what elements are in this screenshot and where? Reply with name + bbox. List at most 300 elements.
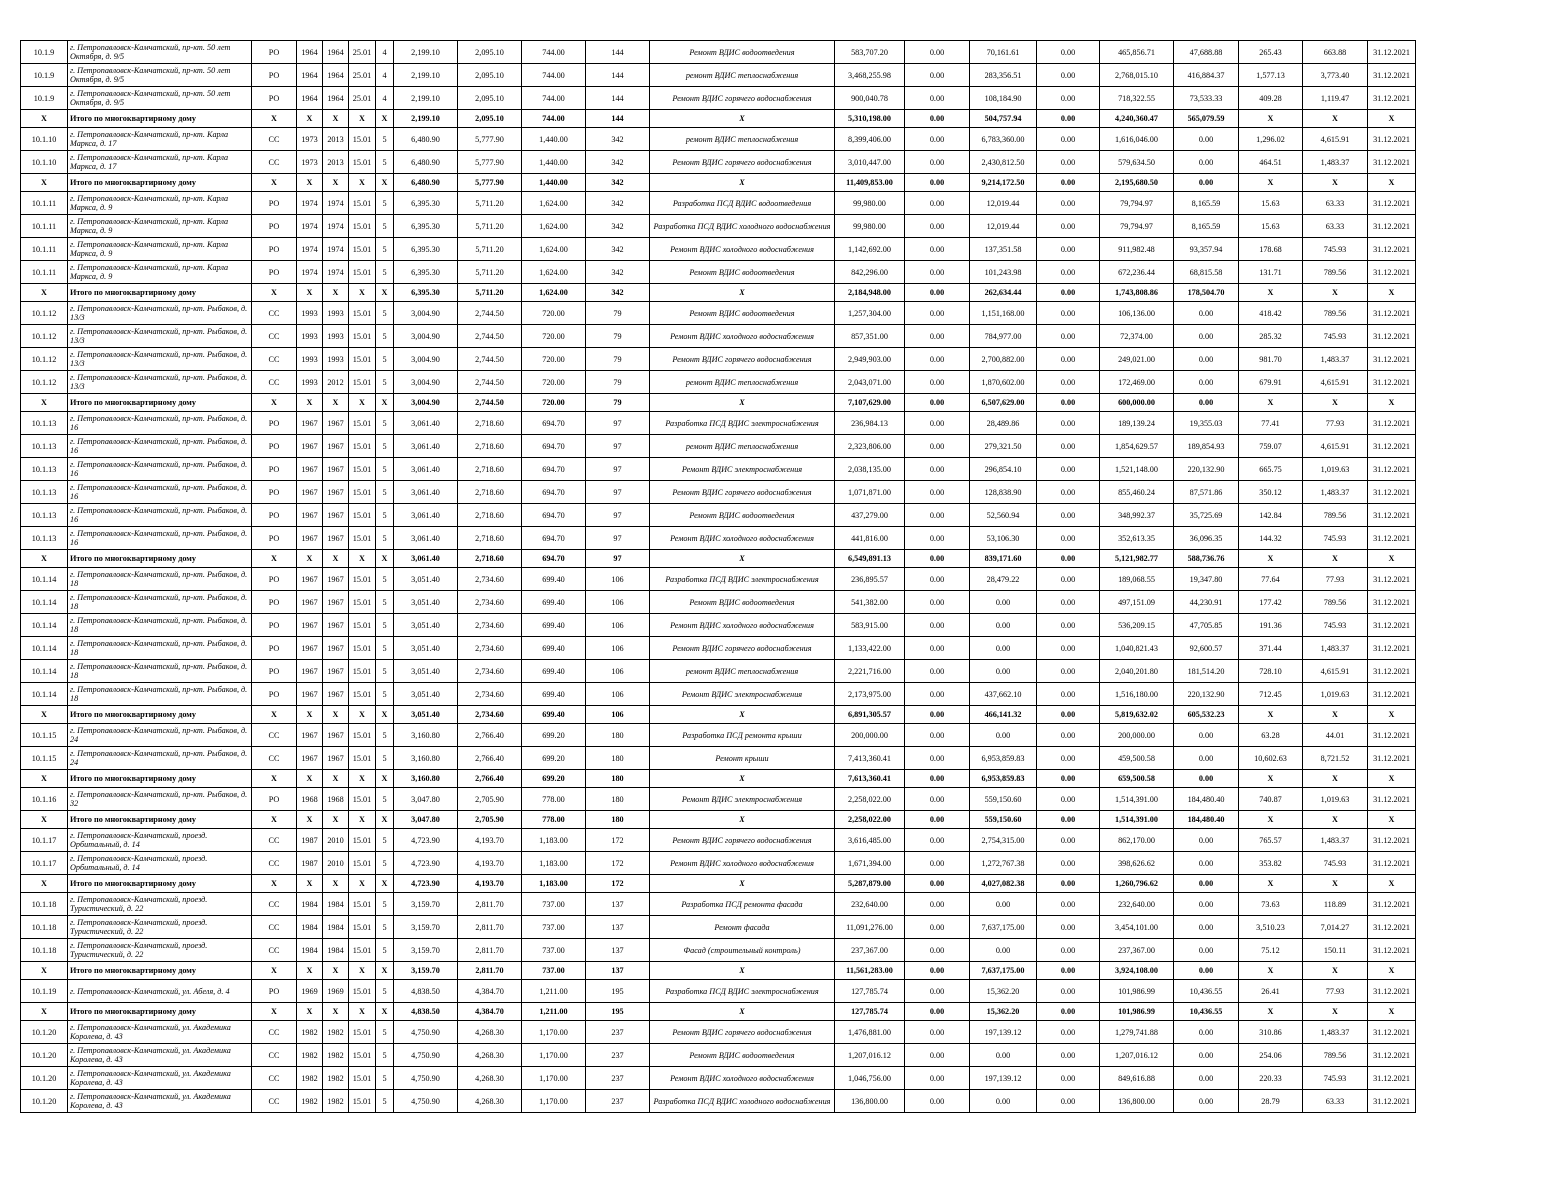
cell-deadline: X xyxy=(1368,875,1416,893)
cell-nonresidential-area: 694.70 xyxy=(522,481,586,504)
table-row xyxy=(21,215,1416,238)
cell-year-renovated: 2010 xyxy=(323,852,349,875)
cell-residents: 137 xyxy=(586,916,650,939)
cell-wall-material: 15.01 xyxy=(349,348,376,371)
cell-year-renovated: 1974 xyxy=(323,238,349,261)
cell-unit-cost: 75.12 xyxy=(1239,939,1303,962)
cell-total-area: 3,061.40 xyxy=(394,435,458,458)
cell-regional-funds: 1,870,602.00 xyxy=(970,371,1037,394)
cell-federal-funds: 0.00 xyxy=(905,504,970,527)
cell-regional-funds: 12,019.44 xyxy=(970,192,1037,215)
cell-floors: 5 xyxy=(376,215,394,238)
cell-fund-remainder: 47,688.88 xyxy=(1174,41,1239,64)
cell-municipal-funds: 0.00 xyxy=(1037,811,1100,829)
cell-fund-remainder: 19,355.03 xyxy=(1174,412,1239,435)
cell-regional-funds: 108,184.90 xyxy=(970,87,1037,110)
cell-max-unit-cost: 63.33 xyxy=(1303,215,1368,238)
cell-nonresidential-area: 699.40 xyxy=(522,568,586,591)
table-row xyxy=(21,261,1416,284)
cell-residents: 237 xyxy=(586,1067,650,1090)
cell-municipal-funds: 0.00 xyxy=(1037,481,1100,504)
cell-max-unit-cost: 7,014.27 xyxy=(1303,916,1368,939)
cell-residents: 97 xyxy=(586,481,650,504)
cell-work-type: Разработка ПСД ВДИС электроснабжения xyxy=(650,568,835,591)
cell-item-number: X xyxy=(21,875,68,893)
cell-owner-funds: 1,743,808.86 xyxy=(1100,284,1174,302)
cell-municipal-funds: 0.00 xyxy=(1037,980,1100,1003)
cell-municipal-funds: 0.00 xyxy=(1037,916,1100,939)
cell-management-type: СС xyxy=(252,302,297,325)
cell-total-area: 3,004.90 xyxy=(394,302,458,325)
cell-max-unit-cost: 1,019.63 xyxy=(1303,683,1368,706)
cell-management-type: СС xyxy=(252,1067,297,1090)
cell-wall-material: 15.01 xyxy=(349,939,376,962)
cell-management-type: СС xyxy=(252,852,297,875)
cell-total-cost: 1,133,422.00 xyxy=(835,637,905,660)
cell-deadline: 31.12.2021 xyxy=(1368,261,1416,284)
cell-max-unit-cost: X xyxy=(1303,962,1368,980)
cell-year-renovated: 2010 xyxy=(323,829,349,852)
cell-owner-funds: 465,856.71 xyxy=(1100,41,1174,64)
cell-unit-cost: X xyxy=(1239,174,1303,192)
cell-floors: 5 xyxy=(376,325,394,348)
cell-fund-remainder: 0.00 xyxy=(1174,724,1239,747)
cell-fund-remainder: 0.00 xyxy=(1174,371,1239,394)
cell-year-built: X xyxy=(297,770,323,788)
table-row xyxy=(21,916,1416,939)
cell-work-type: X xyxy=(650,1003,835,1021)
cell-residential-area: 2,718.60 xyxy=(458,458,522,481)
cell-residents: 97 xyxy=(586,412,650,435)
cell-regional-funds: 279,321.50 xyxy=(970,435,1037,458)
cell-total-area: 3,047.80 xyxy=(394,811,458,829)
cell-year-built: X xyxy=(297,962,323,980)
cell-residents: 97 xyxy=(586,458,650,481)
cell-year-renovated: 1982 xyxy=(323,1021,349,1044)
cell-address: Итого по многоквартирному дому xyxy=(68,706,252,724)
cell-owner-funds: 237,367.00 xyxy=(1100,939,1174,962)
cell-owner-funds: 1,616,046.00 xyxy=(1100,128,1174,151)
cell-work-type: Разработка ПСД ремонта крыши xyxy=(650,724,835,747)
cell-year-renovated: 1967 xyxy=(323,568,349,591)
subtotal-row xyxy=(21,1003,1416,1021)
cell-federal-funds: 0.00 xyxy=(905,261,970,284)
cell-item-number: X xyxy=(21,550,68,568)
cell-owner-funds: 79,794.97 xyxy=(1100,192,1174,215)
cell-residential-area: 5,711.20 xyxy=(458,238,522,261)
cell-management-type: СС xyxy=(252,893,297,916)
cell-regional-funds: 6,953,859.83 xyxy=(970,747,1037,770)
cell-residents: 106 xyxy=(586,591,650,614)
cell-work-type: X xyxy=(650,394,835,412)
cell-federal-funds: 0.00 xyxy=(905,87,970,110)
cell-year-renovated: 1982 xyxy=(323,1090,349,1113)
cell-deadline: 31.12.2021 xyxy=(1368,568,1416,591)
cell-unit-cost: 77.64 xyxy=(1239,568,1303,591)
table-row xyxy=(21,747,1416,770)
cell-federal-funds: 0.00 xyxy=(905,1067,970,1090)
cell-floors: X xyxy=(376,550,394,568)
cell-regional-funds: 1,272,767.38 xyxy=(970,852,1037,875)
cell-address: г. Петропавловск-Камчатский, пр-кт. Карла Маркса, д. 9 xyxy=(68,261,252,284)
cell-municipal-funds: 0.00 xyxy=(1037,1090,1100,1113)
cell-item-number: 10.1.10 xyxy=(21,128,68,151)
cell-total-cost: 6,891,305.57 xyxy=(835,706,905,724)
cell-owner-funds: 1,207,016.12 xyxy=(1100,1044,1174,1067)
cell-total-area: 6,395.30 xyxy=(394,238,458,261)
cell-item-number: X xyxy=(21,962,68,980)
cell-item-number: X xyxy=(21,1003,68,1021)
cell-unit-cost: 371.44 xyxy=(1239,637,1303,660)
table-row xyxy=(21,41,1416,64)
cell-year-renovated: X xyxy=(323,962,349,980)
cell-deadline: 31.12.2021 xyxy=(1368,980,1416,1003)
cell-deadline: 31.12.2021 xyxy=(1368,87,1416,110)
cell-residents: 342 xyxy=(586,284,650,302)
cell-deadline: 31.12.2021 xyxy=(1368,683,1416,706)
cell-item-number: 10.1.20 xyxy=(21,1044,68,1067)
cell-regional-funds: 128,838.90 xyxy=(970,481,1037,504)
cell-address: г. Петропавловск-Камчатский, пр-кт. Рыбаков, д. 18 xyxy=(68,660,252,683)
cell-max-unit-cost: 745.93 xyxy=(1303,614,1368,637)
cell-deadline: 31.12.2021 xyxy=(1368,481,1416,504)
cell-residential-area: 4,193.70 xyxy=(458,875,522,893)
cell-floors: 5 xyxy=(376,788,394,811)
cell-wall-material: 15.01 xyxy=(349,325,376,348)
cell-wall-material: 15.01 xyxy=(349,1090,376,1113)
cell-nonresidential-area: 1,211.00 xyxy=(522,1003,586,1021)
cell-wall-material: 15.01 xyxy=(349,1044,376,1067)
cell-wall-material: 15.01 xyxy=(349,788,376,811)
cell-work-type: Ремонт ВДИС горячего водоснабжения xyxy=(650,151,835,174)
cell-year-renovated: 1974 xyxy=(323,215,349,238)
cell-work-type: X xyxy=(650,875,835,893)
cell-address: Итого по многоквартирному дому xyxy=(68,811,252,829)
cell-floors: 5 xyxy=(376,591,394,614)
cell-work-type: X xyxy=(650,962,835,980)
cell-owner-funds: 4,240,360.47 xyxy=(1100,110,1174,128)
cell-wall-material: X xyxy=(349,284,376,302)
cell-wall-material: X xyxy=(349,550,376,568)
cell-deadline: X xyxy=(1368,394,1416,412)
cell-floors: 5 xyxy=(376,939,394,962)
table-row xyxy=(21,893,1416,916)
cell-total-area: 3,004.90 xyxy=(394,348,458,371)
cell-municipal-funds: 0.00 xyxy=(1037,637,1100,660)
cell-total-cost: 6,549,891.13 xyxy=(835,550,905,568)
cell-owner-funds: 1,040,821.43 xyxy=(1100,637,1174,660)
cell-year-renovated: 1974 xyxy=(323,192,349,215)
cell-residential-area: 2,718.60 xyxy=(458,412,522,435)
cell-residents: 180 xyxy=(586,770,650,788)
cell-deadline: 31.12.2021 xyxy=(1368,1044,1416,1067)
cell-year-renovated: 1974 xyxy=(323,261,349,284)
cell-total-area: 6,395.30 xyxy=(394,261,458,284)
cell-wall-material: 15.01 xyxy=(349,238,376,261)
cell-year-built: X xyxy=(297,284,323,302)
cell-federal-funds: 0.00 xyxy=(905,568,970,591)
cell-floors: 4 xyxy=(376,64,394,87)
cell-deadline: 31.12.2021 xyxy=(1368,614,1416,637)
cell-total-area: 4,750.90 xyxy=(394,1067,458,1090)
cell-total-area: 6,480.90 xyxy=(394,151,458,174)
cell-management-type: X xyxy=(252,174,297,192)
cell-unit-cost: 144.32 xyxy=(1239,527,1303,550)
cell-year-renovated: 2013 xyxy=(323,128,349,151)
cell-residents: 97 xyxy=(586,504,650,527)
cell-owner-funds: 1,279,741.88 xyxy=(1100,1021,1174,1044)
cell-year-built: 1982 xyxy=(297,1067,323,1090)
cell-work-type: ремонт ВДИС теплоснабжения xyxy=(650,660,835,683)
cell-fund-remainder: 0.00 xyxy=(1174,893,1239,916)
cell-nonresidential-area: 699.40 xyxy=(522,660,586,683)
cell-management-type: РО xyxy=(252,412,297,435)
cell-owner-funds: 5,121,982.77 xyxy=(1100,550,1174,568)
cell-regional-funds: 784,977.00 xyxy=(970,325,1037,348)
cell-wall-material: 15.01 xyxy=(349,660,376,683)
cell-address: г. Петропавловск-Камчатский, ул. Академика Королева, д. 43 xyxy=(68,1090,252,1113)
cell-work-type: Ремонт ВДИС электроснабжения xyxy=(650,458,835,481)
cell-regional-funds: 15,362.20 xyxy=(970,1003,1037,1021)
cell-fund-remainder: 8,165.59 xyxy=(1174,192,1239,215)
cell-floors: 5 xyxy=(376,192,394,215)
cell-max-unit-cost: 663.88 xyxy=(1303,41,1368,64)
cell-year-renovated: 1964 xyxy=(323,87,349,110)
cell-address: г. Петропавловск-Камчатский, пр-кт. Рыбаков, д. 13/3 xyxy=(68,348,252,371)
cell-total-cost: 200,000.00 xyxy=(835,724,905,747)
cell-residential-area: 2,744.50 xyxy=(458,371,522,394)
cell-year-built: 1982 xyxy=(297,1044,323,1067)
cell-owner-funds: 352,613.35 xyxy=(1100,527,1174,550)
cell-nonresidential-area: 699.20 xyxy=(522,770,586,788)
cell-regional-funds: 197,139.12 xyxy=(970,1021,1037,1044)
cell-year-renovated: X xyxy=(323,550,349,568)
cell-fund-remainder: 10,436.55 xyxy=(1174,980,1239,1003)
cell-floors: 5 xyxy=(376,371,394,394)
cell-total-cost: 2,258,022.00 xyxy=(835,811,905,829)
cell-wall-material: 25.01 xyxy=(349,87,376,110)
cell-regional-funds: 28,479.22 xyxy=(970,568,1037,591)
cell-year-renovated: 1968 xyxy=(323,788,349,811)
cell-deadline: X xyxy=(1368,550,1416,568)
cell-total-area: 3,061.40 xyxy=(394,550,458,568)
cell-address: Итого по многоквартирному дому xyxy=(68,875,252,893)
cell-unit-cost: 63.28 xyxy=(1239,724,1303,747)
cell-residential-area: 5,711.20 xyxy=(458,261,522,284)
cell-residential-area: 2,718.60 xyxy=(458,481,522,504)
cell-nonresidential-area: 1,440.00 xyxy=(522,128,586,151)
cell-residents: 342 xyxy=(586,151,650,174)
cell-residents: 195 xyxy=(586,1003,650,1021)
cell-address: г. Петропавловск-Камчатский, пр-кт. Рыбаков, д. 32 xyxy=(68,788,252,811)
cell-total-cost: 2,258,022.00 xyxy=(835,788,905,811)
cell-year-built: 1974 xyxy=(297,238,323,261)
cell-work-type: Ремонт ВДИС горячего водоснабжения xyxy=(650,348,835,371)
cell-year-built: 1964 xyxy=(297,64,323,87)
cell-nonresidential-area: 778.00 xyxy=(522,788,586,811)
cell-item-number: 10.1.13 xyxy=(21,412,68,435)
cell-fund-remainder: 0.00 xyxy=(1174,1090,1239,1113)
cell-total-area: 6,480.90 xyxy=(394,128,458,151)
table-row xyxy=(21,614,1416,637)
table-row xyxy=(21,371,1416,394)
cell-work-type: ремонт ВДИС теплоснабжения xyxy=(650,435,835,458)
cell-deadline: 31.12.2021 xyxy=(1368,893,1416,916)
cell-total-area: 3,061.40 xyxy=(394,458,458,481)
cell-address: г. Петропавловск-Камчатский, пр-кт. Рыбаков, д. 16 xyxy=(68,504,252,527)
cell-fund-remainder: 416,884.37 xyxy=(1174,64,1239,87)
cell-fund-remainder: 0.00 xyxy=(1174,394,1239,412)
cell-year-renovated: 1967 xyxy=(323,504,349,527)
cell-address: г. Петропавловск-Камчатский, проезд. Туристический, д. 22 xyxy=(68,939,252,962)
cell-floors: 5 xyxy=(376,683,394,706)
cell-wall-material: 15.01 xyxy=(349,980,376,1003)
cell-work-type: Разработка ПСД ВДИС электроснабжения xyxy=(650,412,835,435)
cell-municipal-funds: 0.00 xyxy=(1037,829,1100,852)
cell-work-type: Ремонт ВДИС водоотведения xyxy=(650,41,835,64)
cell-owner-funds: 659,500.58 xyxy=(1100,770,1174,788)
cell-fund-remainder: 0.00 xyxy=(1174,852,1239,875)
table-row xyxy=(21,527,1416,550)
cell-wall-material: 15.01 xyxy=(349,261,376,284)
cell-residents: 137 xyxy=(586,893,650,916)
cell-federal-funds: 0.00 xyxy=(905,550,970,568)
cell-regional-funds: 7,637,175.00 xyxy=(970,916,1037,939)
cell-floors: X xyxy=(376,284,394,302)
cell-total-area: 4,750.90 xyxy=(394,1090,458,1113)
cell-regional-funds: 2,754,315.00 xyxy=(970,829,1037,852)
cell-floors: 5 xyxy=(376,302,394,325)
cell-work-type: Ремонт ВДИС водоотведения xyxy=(650,302,835,325)
cell-address: г. Петропавловск-Камчатский, пр-кт. Рыбаков, д. 13/3 xyxy=(68,325,252,348)
cell-wall-material: X xyxy=(349,394,376,412)
cell-total-area: 3,159.70 xyxy=(394,939,458,962)
cell-year-built: 1967 xyxy=(297,747,323,770)
cell-municipal-funds: 0.00 xyxy=(1037,568,1100,591)
cell-work-type: X xyxy=(650,811,835,829)
table-row xyxy=(21,1090,1416,1113)
cell-item-number: 10.1.17 xyxy=(21,829,68,852)
cell-regional-funds: 466,141.32 xyxy=(970,706,1037,724)
cell-wall-material: 15.01 xyxy=(349,504,376,527)
cell-regional-funds: 6,953,859.83 xyxy=(970,770,1037,788)
cell-floors: 5 xyxy=(376,829,394,852)
cell-regional-funds: 0.00 xyxy=(970,1044,1037,1067)
cell-deadline: 31.12.2021 xyxy=(1368,1067,1416,1090)
cell-municipal-funds: 0.00 xyxy=(1037,1044,1100,1067)
cell-year-built: 1967 xyxy=(297,660,323,683)
cell-floors: 5 xyxy=(376,261,394,284)
cell-year-renovated: 1993 xyxy=(323,325,349,348)
cell-address: г. Петропавловск-Камчатский, пр-кт. 50 лет Октября, д. 9/5 xyxy=(68,87,252,110)
cell-management-type: РО xyxy=(252,788,297,811)
cell-address: г. Петропавловск-Камчатский, ул. Академика Королева, д. 43 xyxy=(68,1021,252,1044)
cell-wall-material: 15.01 xyxy=(349,1021,376,1044)
cell-wall-material: 15.01 xyxy=(349,435,376,458)
cell-item-number: 10.1.20 xyxy=(21,1021,68,1044)
cell-nonresidential-area: 1,624.00 xyxy=(522,192,586,215)
cell-max-unit-cost: 4,615.91 xyxy=(1303,128,1368,151)
cell-unit-cost: 740.87 xyxy=(1239,788,1303,811)
cell-total-cost: 237,367.00 xyxy=(835,939,905,962)
cell-address: г. Петропавловск-Камчатский, пр-кт. Карла Маркса, д. 9 xyxy=(68,215,252,238)
cell-management-type: РО xyxy=(252,215,297,238)
cell-max-unit-cost: X xyxy=(1303,284,1368,302)
cell-year-renovated: 1967 xyxy=(323,435,349,458)
cell-fund-remainder: 8,165.59 xyxy=(1174,215,1239,238)
cell-deadline: 31.12.2021 xyxy=(1368,1021,1416,1044)
cell-total-cost: 583,707.20 xyxy=(835,41,905,64)
cell-item-number: 10.1.14 xyxy=(21,568,68,591)
cell-item-number: 10.1.9 xyxy=(21,64,68,87)
cell-total-area: 3,004.90 xyxy=(394,371,458,394)
cell-nonresidential-area: 1,170.00 xyxy=(522,1021,586,1044)
cell-owner-funds: 398,626.62 xyxy=(1100,852,1174,875)
cell-floors: 5 xyxy=(376,1044,394,1067)
cell-year-built: 1973 xyxy=(297,151,323,174)
cell-year-renovated: 1967 xyxy=(323,481,349,504)
cell-municipal-funds: 0.00 xyxy=(1037,348,1100,371)
cell-total-cost: 99,980.00 xyxy=(835,192,905,215)
cell-address: г. Петропавловск-Камчатский, проезд. Орбитальный, д. 14 xyxy=(68,829,252,852)
cell-regional-funds: 0.00 xyxy=(970,893,1037,916)
cell-residential-area: 4,268.30 xyxy=(458,1067,522,1090)
cell-wall-material: 15.01 xyxy=(349,829,376,852)
cell-management-type: РО xyxy=(252,481,297,504)
cell-wall-material: 15.01 xyxy=(349,192,376,215)
cell-deadline: X xyxy=(1368,706,1416,724)
cell-fund-remainder: 178,504.70 xyxy=(1174,284,1239,302)
cell-unit-cost: 178.68 xyxy=(1239,238,1303,261)
cell-municipal-funds: 0.00 xyxy=(1037,87,1100,110)
cell-residents: 106 xyxy=(586,568,650,591)
cell-management-type: РО xyxy=(252,637,297,660)
cell-management-type: СС xyxy=(252,325,297,348)
cell-total-cost: 5,310,198.00 xyxy=(835,110,905,128)
cell-municipal-funds: 0.00 xyxy=(1037,614,1100,637)
cell-item-number: 10.1.14 xyxy=(21,660,68,683)
cell-owner-funds: 2,040,201.80 xyxy=(1100,660,1174,683)
cell-residents: 97 xyxy=(586,435,650,458)
cell-wall-material: 15.01 xyxy=(349,852,376,875)
cell-federal-funds: 0.00 xyxy=(905,683,970,706)
cell-owner-funds: 5,819,632.02 xyxy=(1100,706,1174,724)
cell-item-number: 10.1.11 xyxy=(21,192,68,215)
cell-floors: 5 xyxy=(376,1067,394,1090)
cell-item-number: X xyxy=(21,394,68,412)
cell-regional-funds: 9,214,172.50 xyxy=(970,174,1037,192)
cell-residents: 144 xyxy=(586,64,650,87)
cell-item-number: 10.1.13 xyxy=(21,504,68,527)
table-row xyxy=(21,1067,1416,1090)
cell-year-built: 1967 xyxy=(297,724,323,747)
table-row xyxy=(21,724,1416,747)
cell-total-area: 2,199.10 xyxy=(394,87,458,110)
cell-nonresidential-area: 699.20 xyxy=(522,747,586,770)
cell-floors: 5 xyxy=(376,1090,394,1113)
cell-deadline: 31.12.2021 xyxy=(1368,302,1416,325)
cell-item-number: 10.1.11 xyxy=(21,215,68,238)
cell-residents: 237 xyxy=(586,1021,650,1044)
cell-year-built: 1967 xyxy=(297,435,323,458)
cell-fund-remainder: 220,132.90 xyxy=(1174,683,1239,706)
cell-floors: 5 xyxy=(376,527,394,550)
cell-federal-funds: 0.00 xyxy=(905,706,970,724)
cell-unit-cost: 712.45 xyxy=(1239,683,1303,706)
cell-regional-funds: 53,106.30 xyxy=(970,527,1037,550)
cell-total-cost: 127,785.74 xyxy=(835,980,905,1003)
cell-max-unit-cost: 1,483.37 xyxy=(1303,637,1368,660)
